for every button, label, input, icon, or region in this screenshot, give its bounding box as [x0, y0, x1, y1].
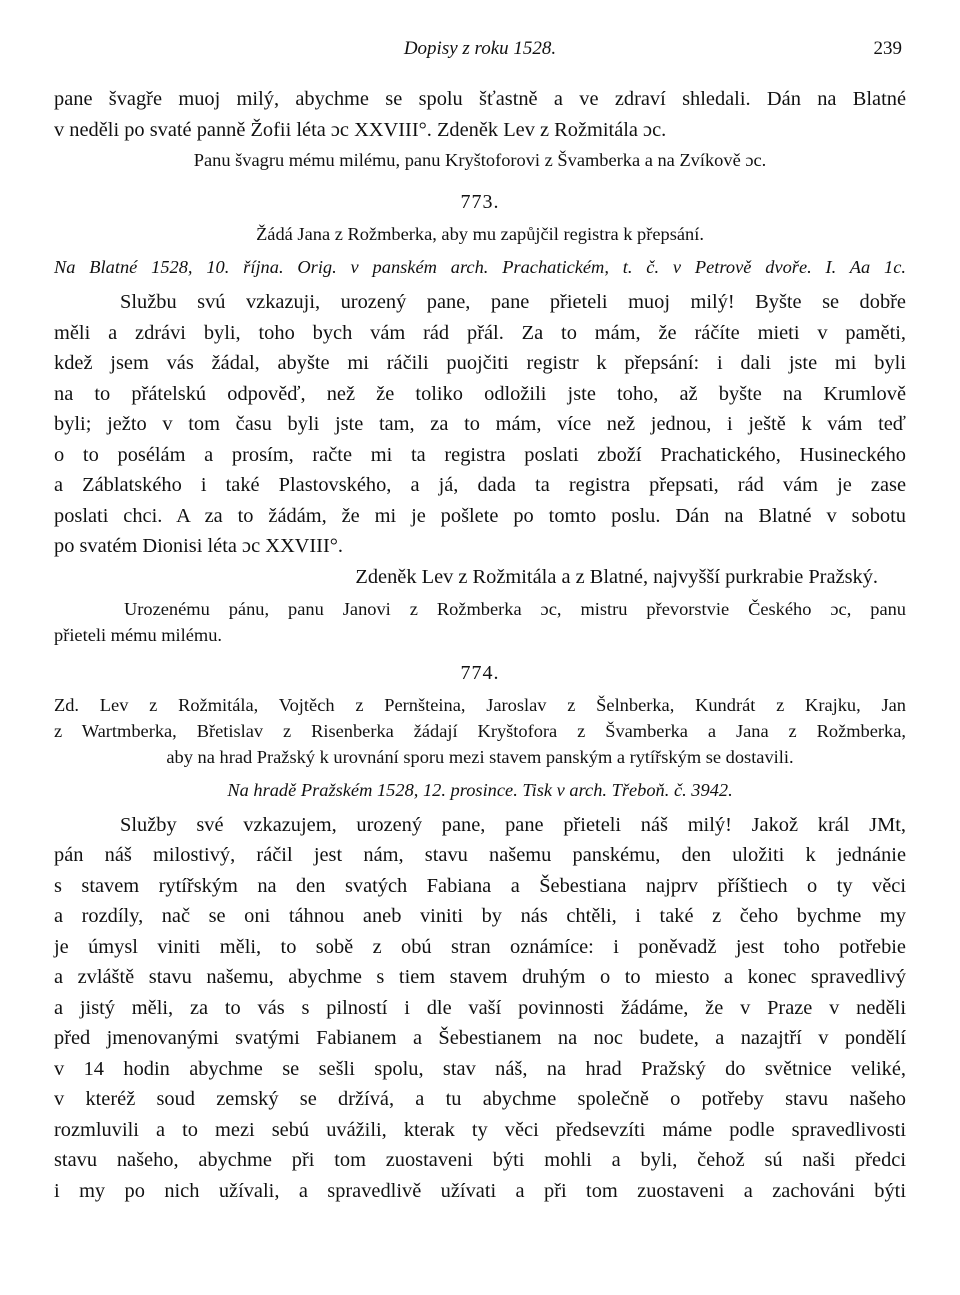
text-line: a jistý měli, za to vás s pilností i dle vaší povinnosti žádáme, že v Praze v neděli — [54, 996, 906, 1019]
text-line: před jmenovanými svatými Fabianem a Šebestianem na noc budete, a nazajtří v pondělí — [54, 1027, 906, 1049]
text-line: stavu našeho, abychme při tom zuostaveni býti mohli a byli, čehož sú naši předci — [54, 1149, 906, 1171]
page-number: 239 — [873, 38, 902, 59]
page-body — [54, 84, 906, 1206]
letter-number: 773. — [460, 191, 500, 213]
letter-summary: Zd. Lev z Rožmitála, Vojtěch z Pernšteina, Jaroslav z Šelnberka, Kundrát z Krajku, Jan — [54, 694, 906, 715]
text-line: a zvláště stavu našemu, abychme s tiem stavem druhým o to miesto a konec spravedlivý — [54, 966, 906, 988]
letter-number: 774. — [460, 661, 500, 684]
page-header — [52, 38, 908, 66]
text-line: v neděli po svaté panně Žofii léta ɔc XXVIII°. Zdeněk Lev z Rožmitála ɔc. — [54, 118, 667, 141]
text-line: byli; ježto v tom času byli jste tam, za to mám, více než jednou, i ještě k vám teď — [54, 413, 906, 435]
text-line: je úmysl viniti měli, to sobě z obú stran oznámíce: i poněvadž jest toho potřebie — [54, 935, 906, 958]
text-line: a rozdíly, nač se oni táhnou aneb viniti by nás chtěli, i také z čeho bychme my — [54, 905, 906, 927]
letter-address: přieteli mému milému. — [54, 624, 223, 645]
text-line: Služby své vzkazujem, urozený pane, pane přieteli náš milý! Jakož král JMt, — [120, 813, 906, 836]
text-line: o to posélám a prosím, račte mi ta registra poslati zboží Prachatického, Husineckého — [54, 443, 906, 466]
letter-773 — [54, 187, 906, 648]
letter-address: Panu švagru mému milému, panu Kryštoforovi z Švamberka a na Zvíkově ɔc. — [193, 150, 767, 170]
letter-address: Urozenému pánu, panu Janovi z Rožmberka ɔc, mistru převorstvie Českého ɔc, panu — [124, 598, 906, 619]
text-line: rozmluvili a to mezi sebú uvážili, kterak ty věci předsevzíti máme podle spravedlivosti — [54, 1118, 906, 1141]
text-line: v 14 hodin abychme se sešli spolu, stav náš, na hrad Pražský do světnice veliké, — [54, 1057, 906, 1080]
letter-source: Na Blatné 1528, 10. října. Orig. v panském arch. Prachatickém, t. č. v Petrově dvoře. I. Aa 1c. — [54, 257, 906, 277]
letter-summary: Žádá Jana z Rožmberka, aby mu zapůjčil registra k přepsání. — [256, 224, 704, 244]
letter-summary: aby na hrad Pražský k urovnání sporu mezi stavem panským a rytířským se dostavili. — [166, 746, 794, 767]
text-line: a Záblatského i také Plastovského, a já, dada ta registra přepsati, rád vám je zase — [54, 474, 906, 496]
text-line: po svatém Dionisi léta ɔc XXVIII°. — [54, 535, 344, 557]
letter-summary: z Wartmberka, Břetislav z Risenberka žádají Kryštofora z Švamberka a Jana z Rožmberka, — [54, 720, 906, 741]
text-line: pane švagře muoj milý, abychme se spolu šťastně a ve zdraví shledali. Dán na Blatné — [54, 88, 906, 110]
text-line: na to přátelskú odpověď, než že toliko odložili jste toho, až byšte na Krumlově — [54, 382, 906, 405]
text-line: s stavem rytířským na den svatých Fabiana a Šebestiana najprv příštiech o ty věci — [54, 874, 906, 897]
letter-774 — [54, 658, 906, 1207]
letter-signature: Zdeněk Lev z Rožmitála a z Blatné, najvyšší purkrabie Pražský. — [355, 565, 878, 588]
text-line: v kteréž soud zemský se držívá, a tu abychme společně o potřeby stavu našeho — [54, 1088, 906, 1110]
text-line: pán náš milostivý, ráčil jest nám, stavu našemu panskému, den uložiti k jednánie — [54, 844, 906, 866]
text-line: poslati chci. A za to žádám, že mi je pošlete po tomto poslu. Dán na Blatné v sobotu — [54, 504, 906, 527]
running-head: Dopisy z roku 1528. — [403, 38, 557, 59]
text-line: kdež jsem vás žádal, abyšte mi ráčili puojčiti registr k přepsání: i dali jste mi byli — [54, 352, 906, 374]
letter-772-ending — [54, 84, 906, 173]
letter-source: Na hradě Pražském 1528, 12. prosince. Tisk v arch. Třeboň. č. 3942. — [227, 779, 733, 800]
text-line: Službu svú vzkazuji, urozený pane, pane přieteli muoj milý! Byšte se dobře — [120, 291, 906, 313]
text-line: i my po nich užívali, a spravedlivě užívati a při tom zuostaveni a zachováni býti — [54, 1179, 906, 1202]
text-line: měli a zdrávi byli, toho bych vám rád přál. Za to mám, že ráčíte mieti v paměti, — [54, 321, 906, 344]
